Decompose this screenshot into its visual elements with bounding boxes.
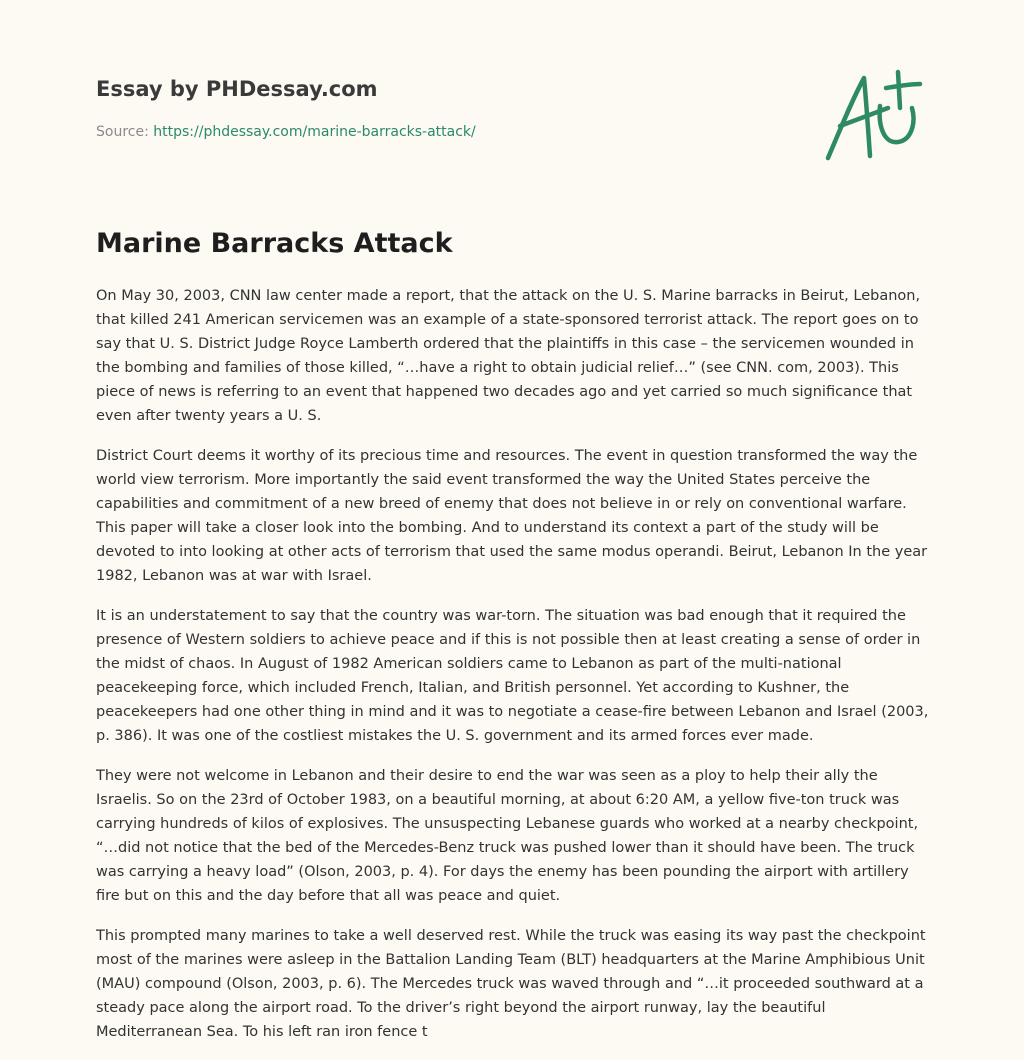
site-brand: Essay by PHDessay.com — [96, 77, 378, 101]
article-paragraph: It is an understatement to say that the country was war-torn. The situation was bad enough that it required the presence of Western soldiers to achieve peace and if this is not possible then at least creating a sense of order in the midst of chaos. In August of 1982 American soldiers came to Lebanon as part of the multi-national peacekeeping force, which included French, Italian, and British personnel. Yet according to Kushner, the peacekeepers had one other thing in mind and it was to negotiate a cease-fire between Lebanon and Israel (2003, p. 386). It was one of the costliest mistakes the U. S. government and its armed forces ever made. — [96, 608, 929, 744]
article-paragraph: On May 30, 2003, CNN law center made a report, that the attack on the U. S. Marine barracks in Beirut, Lebanon, that killed 241 American servicemen was an example of a state-sponsored terrorist attack. The report goes on to say that U. S. District Judge Royce Lamberth ordered that the plaintiffs in this case – the servicemen wounded in the bombing and families of those killed, “…have a right to obtain judicial relief…” (see CNN. com, 2003). This piece of news is referring to an event that happened two decades ago and yet carried so much significance that even after twenty years a U. S. — [96, 288, 921, 424]
source-link[interactable]: https://phdessay.com/marine-barracks-attack/ — [153, 124, 476, 140]
article-paragraph: They were not welcome in Lebanon and their desire to end the war was seen as a ploy to help their ally the Israelis. So on the 23rd of October 1983, on a beautiful morning, at about 6:20 AM, a yellow five-ton truck was carrying hundreds of kilos of explosives. The unsuspecting Lebanese guards who worked at a nearby checkpoint, “…did not notice that the bed of the Mercedes-Benz truck was pushed lower than it should have been. The truck was carrying a heavy load” (Olson, 2003, p. 4). For days the enemy has been pounding the airport with artillery fire but on this and the day before that all was peace and quiet. — [96, 768, 919, 904]
essay-header — [96, 74, 796, 142]
article-title: Marine Barracks Attack — [96, 228, 453, 259]
source-label: Source: — [96, 124, 149, 140]
source-line — [96, 122, 796, 142]
a-plus-icon — [822, 68, 926, 164]
article-paragraph: This prompted many marines to take a well deserved rest. While the truck was easing its way past the checkpoint most of the marines were asleep in the Battalion Landing Team (BLT) headquarters at the Marine Amphibious Unit (MAU) compound (Olson, 2003, p. 6). The Mercedes truck was waved through and “…it proceeded southward at a steady pace along the airport road. To the driver’s right beyond the airport runway, lay the beautiful Mediterranean Sea. To his left ran iron fence t — [96, 928, 926, 1040]
article-paragraph: District Court deems it worthy of its precious time and resources. The event in question transformed the way the world view terrorism. More importantly the said event transformed the way the United States perceive the capabilities and commitment of a new breed of enemy that does not believe in or rely on conventional warfare. This paper will take a closer look into the bombing. And to understand its context a part of the study will be devoted to into looking at other acts of terrorism that used the same modus operandi. Beirut, Lebanon In the year 1982, Lebanon was at war with Israel. — [96, 448, 928, 584]
article-body — [96, 284, 932, 1060]
